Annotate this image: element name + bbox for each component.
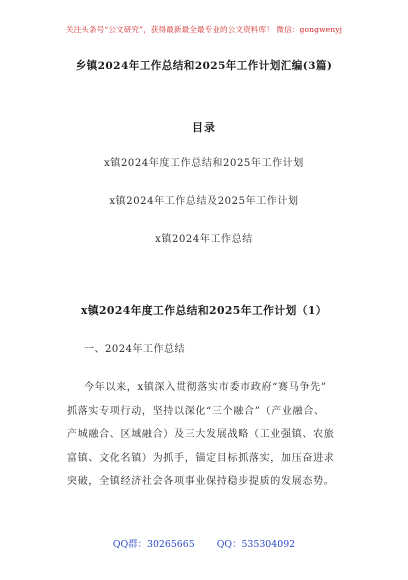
document-title: 乡镇2024年工作总结和2025年工作计划汇编(3篇) — [75, 60, 333, 72]
paragraph-line: 产城融合、区域融合）及三大发展战略（工业强镇、农旅 — [67, 429, 335, 441]
toc-item: x镇2024年工作总结及2025年工作计划 — [109, 196, 299, 207]
toc-item: x镇2024年度工作总结和2025年工作计划 — [104, 158, 304, 169]
header-banner: 关注头条号“公文研究”，获得最新最全最专业的公文资料库！ 微信：gongwenyj — [65, 25, 343, 34]
paragraph-line: 突破，全镇经济社会各项事业保持稳步提质的发展态势。 — [67, 476, 335, 488]
footer-qq-group: QQ群：30265665 — [112, 539, 195, 550]
paragraph-line: 富镇、文化名镇）为抓手，锚定目标抓落实，加压奋进求 — [67, 452, 335, 464]
section-subheading: 一、2024年工作总结 — [84, 344, 185, 355]
paragraph-line: 今年以来，x镇深入贯彻落实市委市政府“赛马争先” — [84, 382, 327, 393]
section-title: x镇2024年度工作总结和2025年工作计划（1） — [80, 304, 327, 317]
toc-item: x镇2024年工作总结 — [155, 234, 253, 245]
footer-contact — [0, 536, 408, 550]
body-paragraph — [67, 376, 345, 494]
toc-heading: 目录 — [192, 121, 216, 134]
footer-qq: QQ：535304092 — [216, 539, 296, 550]
paragraph-line: 抓落实专项行动，坚持以深化“三个融合”（产业融合、 — [67, 405, 325, 417]
